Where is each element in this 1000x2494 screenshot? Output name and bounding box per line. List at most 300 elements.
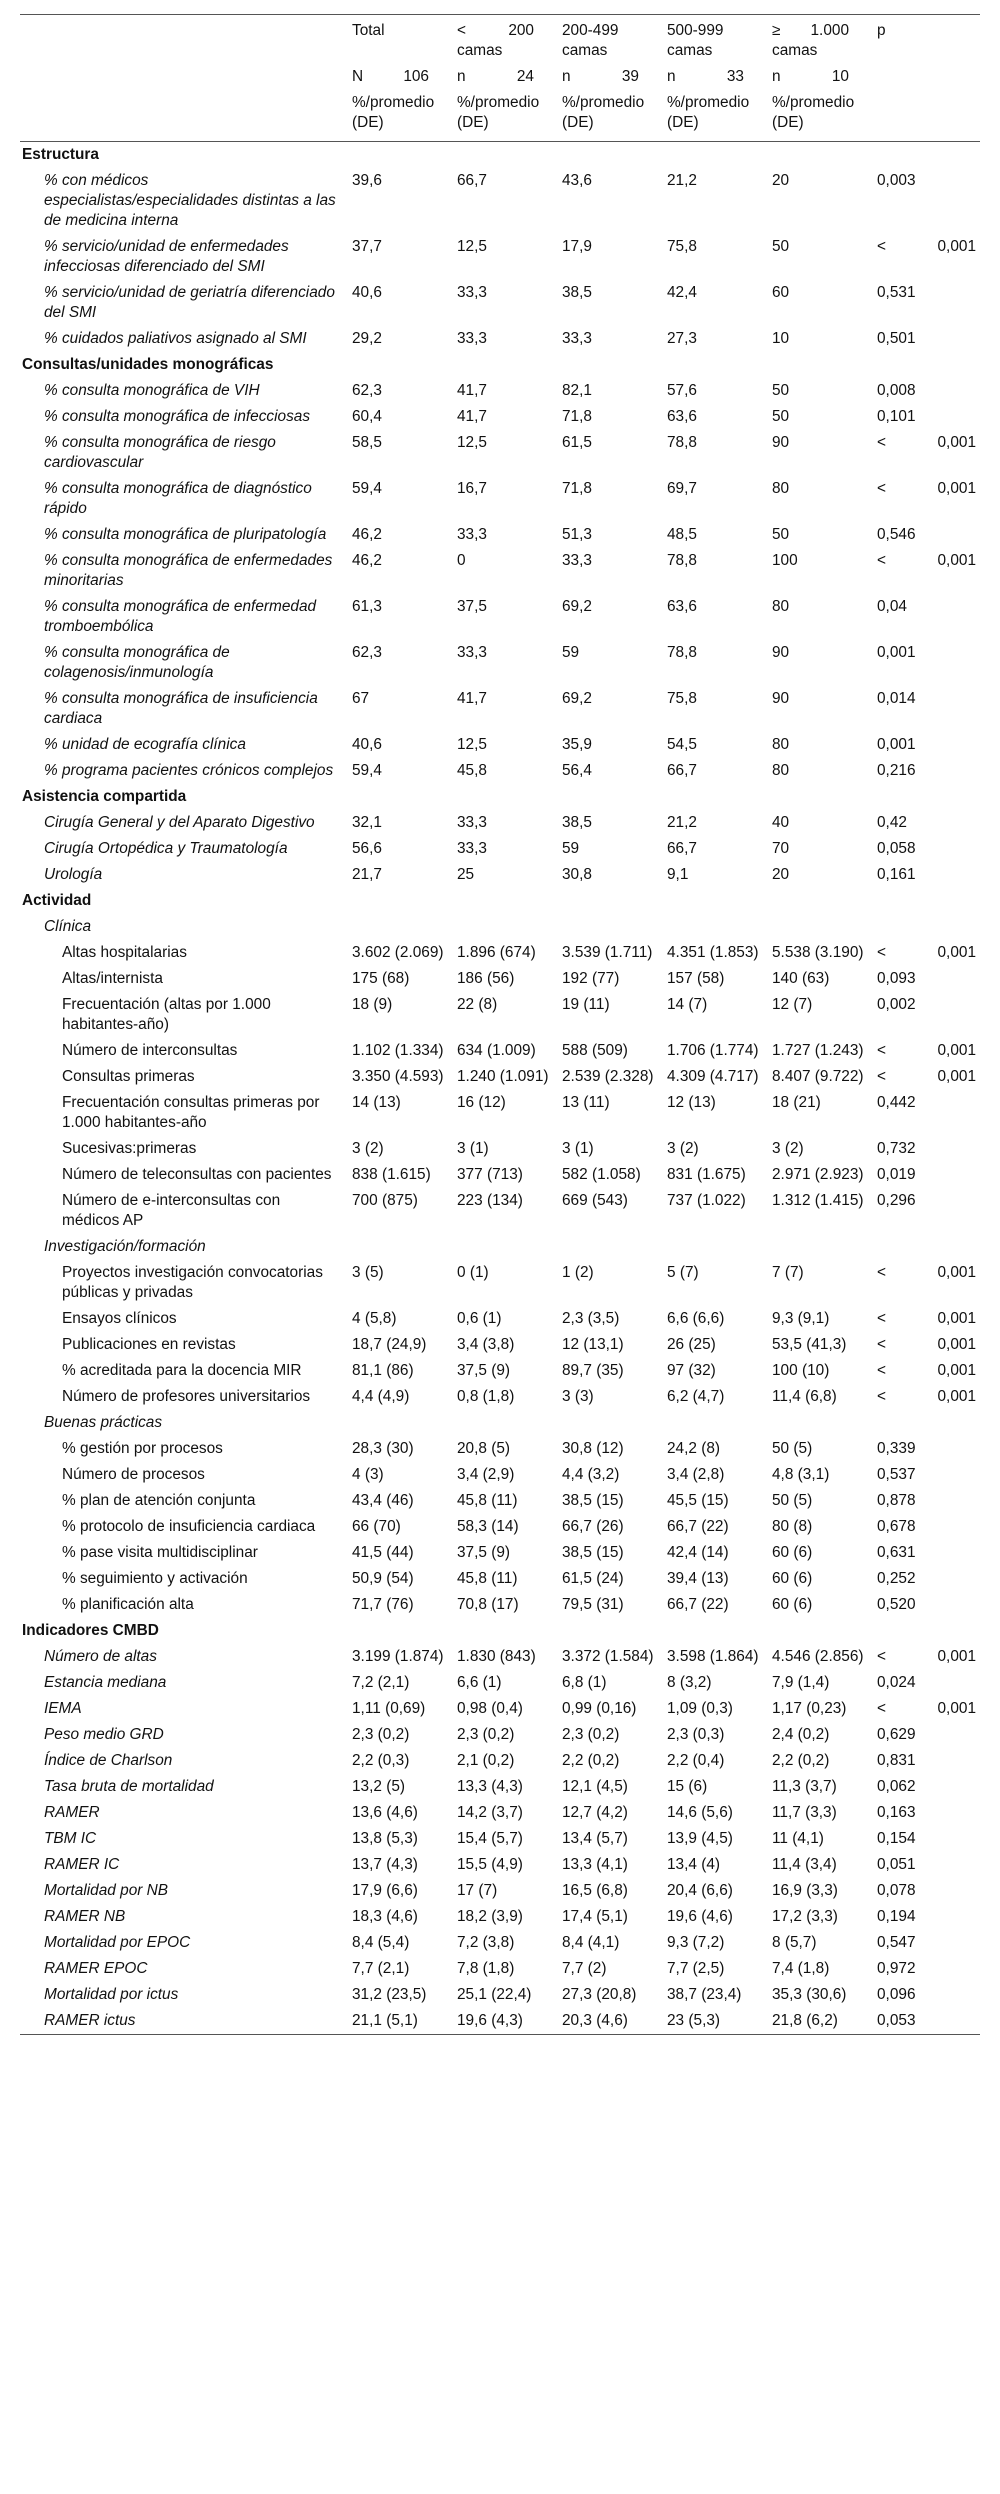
cell-total: 39,6 bbox=[352, 172, 382, 189]
n-value: 10 bbox=[831, 68, 849, 85]
cell-lt200: 58,3 (14) bbox=[457, 1518, 519, 1535]
n-label: n bbox=[772, 68, 781, 85]
row-label: Frecuentación consultas primeras por 1.000 habitantes-año bbox=[62, 1094, 320, 1131]
header-stat-lt200: %/promedio (DE) bbox=[455, 90, 560, 142]
cell-ge1000: 53,5 (41,3) bbox=[772, 1336, 847, 1353]
table-row bbox=[20, 1188, 980, 1234]
row-label: Número de e-interconsultas con médicos AP bbox=[62, 1192, 281, 1229]
cell-500-999 bbox=[665, 142, 770, 169]
cell-p-value: 0,096 bbox=[877, 1986, 916, 2003]
cell-p-value: 0,501 bbox=[877, 330, 916, 347]
cell-200-499: 69,2 bbox=[562, 690, 592, 707]
cell-total: 58,5 bbox=[352, 434, 382, 451]
cell-p-value: 0,631 bbox=[877, 1544, 916, 1561]
table-row bbox=[20, 1462, 980, 1488]
header-row-titles bbox=[20, 15, 980, 65]
cell-500-999: 57,6 bbox=[667, 382, 697, 399]
cell-lt200: 45,8 bbox=[457, 762, 487, 779]
header-stat-500-999: %/promedio (DE) bbox=[665, 90, 770, 142]
cell-lt200: 37,5 (9) bbox=[457, 1362, 511, 1379]
cell-p-value: 0,003 bbox=[877, 172, 916, 189]
row-label: % servicio/unidad de geriatría diferenciado del SMI bbox=[44, 284, 335, 321]
cell-p-value: 0,878 bbox=[877, 1492, 916, 1509]
cell-total bbox=[350, 914, 455, 940]
cell-total: 62,3 bbox=[352, 382, 382, 399]
cell-500-999: 3,4 (2,8) bbox=[667, 1466, 725, 1483]
cell-total: 13,8 (5,3) bbox=[352, 1830, 418, 1847]
header-row-stat bbox=[20, 90, 980, 142]
cell-500-999: 8 (3,2) bbox=[667, 1674, 712, 1691]
cell-total: 4,4 (4,9) bbox=[352, 1388, 410, 1405]
table-row bbox=[20, 1162, 980, 1188]
cell-p-value: 0,154 bbox=[877, 1830, 916, 1847]
cell-lt200: 33,3 bbox=[457, 330, 487, 347]
cell-p-value bbox=[875, 1618, 980, 1644]
row-label: RAMER EPOC bbox=[44, 1960, 148, 1977]
cell-ge1000: 70 bbox=[772, 840, 790, 857]
cell-p-value: 0,252 bbox=[877, 1570, 916, 1587]
cell-lt200 bbox=[455, 1234, 560, 1260]
cell-500-999 bbox=[665, 1234, 770, 1260]
cell-500-999: 63,6 bbox=[667, 598, 697, 615]
cell-lt200: 45,8 (11) bbox=[457, 1570, 518, 1587]
header-n-200-499 bbox=[560, 64, 665, 90]
cell-200-499 bbox=[560, 142, 665, 169]
cell-p-value: 0,442 bbox=[877, 1094, 916, 1111]
row-label: % consulta monográfica de diagnóstico rápido bbox=[44, 480, 312, 517]
table-row bbox=[20, 234, 980, 280]
cell-total: 62,3 bbox=[352, 644, 382, 661]
cell-p-value bbox=[875, 1410, 980, 1436]
row-label: RAMER ictus bbox=[20, 2008, 350, 2035]
cell-200-499: 61,5 (24) bbox=[562, 1570, 624, 1587]
header-n-ge1000 bbox=[770, 64, 875, 90]
cell-200-499: 38,5 (15) bbox=[562, 1544, 624, 1561]
cell-total: 3.199 (1.874) bbox=[352, 1648, 444, 1665]
p-value-number: 0,001 bbox=[937, 552, 976, 569]
cell-500-999 bbox=[665, 784, 770, 810]
cell-200-499: 82,1 bbox=[562, 382, 592, 399]
cell-lt200: 2,1 (0,2) bbox=[457, 1752, 515, 1769]
cell-total: 1,11 (0,69) bbox=[352, 1700, 426, 1717]
cell-lt200: 16 (12) bbox=[457, 1094, 506, 1111]
cell-ge1000: 7,9 (1,4) bbox=[772, 1674, 830, 1691]
row-label: Cirugía General y del Aparato Digestivo bbox=[44, 814, 315, 831]
cell-p-value bbox=[875, 548, 980, 594]
cell-p-value bbox=[875, 914, 980, 940]
cell-p-value: 0,053 bbox=[875, 2008, 980, 2035]
row-label: % seguimiento y activación bbox=[62, 1570, 248, 1587]
cell-500-999 bbox=[665, 1410, 770, 1436]
cell-ge1000: 8 (5,7) bbox=[772, 1934, 817, 1951]
cell-p-value bbox=[875, 1260, 980, 1306]
section-heading: Actividad bbox=[22, 892, 92, 909]
cell-lt200 bbox=[455, 142, 560, 169]
cell-ge1000: 90 bbox=[772, 644, 790, 661]
table-row bbox=[20, 1904, 980, 1930]
cell-total: 41,5 (44) bbox=[352, 1544, 414, 1561]
header-stat-ge1000: %/promedio (DE) bbox=[770, 90, 875, 142]
table-row bbox=[20, 1826, 980, 1852]
table-row bbox=[20, 2008, 980, 2035]
cell-200-499: 69,2 bbox=[562, 598, 592, 615]
p-value-number: 0,001 bbox=[937, 1068, 976, 1085]
cell-500-999: 21,2 bbox=[667, 172, 697, 189]
cell-p-value bbox=[875, 1064, 980, 1090]
row-label: RAMER IC bbox=[44, 1856, 120, 1873]
cell-ge1000: 80 bbox=[772, 736, 790, 753]
table-row bbox=[20, 1566, 980, 1592]
cell-ge1000 bbox=[770, 888, 875, 914]
cell-200-499: 43,6 bbox=[562, 172, 592, 189]
row-label: % cuidados paliativos asignado al SMI bbox=[44, 330, 307, 347]
cell-ge1000: 16,9 (3,3) bbox=[772, 1882, 838, 1899]
cell-lt200 bbox=[455, 1410, 560, 1436]
cell-p-value: 0,058 bbox=[877, 840, 916, 857]
subsection-heading: Buenas prácticas bbox=[44, 1414, 163, 1431]
p-less-than-symbol: < bbox=[877, 1700, 886, 1717]
cell-ge1000: 21,8 (6,2) bbox=[770, 2008, 875, 2035]
cell-p-value bbox=[875, 1384, 980, 1410]
table-row bbox=[20, 430, 980, 476]
cell-200-499 bbox=[560, 1234, 665, 1260]
row-label: % unidad de ecografía clínica bbox=[44, 736, 246, 753]
table-row bbox=[20, 1038, 980, 1064]
cell-200-499: 13,4 (5,7) bbox=[562, 1830, 628, 1847]
cell-500-999: 97 (32) bbox=[667, 1362, 716, 1379]
cell-p-value: 0,024 bbox=[877, 1674, 916, 1691]
cell-500-999: 78,8 bbox=[667, 434, 697, 451]
table-row bbox=[20, 1358, 980, 1384]
p-value-number: 0,001 bbox=[937, 1336, 976, 1353]
p-value-number: 0,001 bbox=[937, 434, 976, 451]
cell-200-499 bbox=[560, 914, 665, 940]
cell-total: 71,7 (76) bbox=[352, 1596, 414, 1613]
section-heading: Asistencia compartida bbox=[22, 788, 187, 805]
p-less-than-symbol: < bbox=[877, 1310, 886, 1327]
cell-total: 4 (5,8) bbox=[352, 1310, 397, 1327]
cell-ge1000: 11,4 (3,4) bbox=[772, 1856, 837, 1873]
cell-ge1000: 50 bbox=[772, 238, 790, 255]
table-header bbox=[20, 15, 980, 142]
section-row bbox=[20, 1618, 980, 1644]
cell-ge1000: 9,3 (9,1) bbox=[772, 1310, 830, 1327]
cell-lt200: 0 (1) bbox=[457, 1264, 489, 1281]
cell-500-999: 19,6 (4,6) bbox=[667, 1908, 733, 1925]
row-label: % pase visita multidisciplinar bbox=[62, 1544, 258, 1561]
cell-p-value: 0,101 bbox=[877, 408, 916, 425]
cell-lt200: 12,5 bbox=[457, 434, 487, 451]
cell-p-value: 0,161 bbox=[877, 866, 916, 883]
cell-p-value: 0,062 bbox=[877, 1778, 916, 1795]
cell-ge1000: 1.727 (1.243) bbox=[772, 1042, 864, 1059]
row-label: % consulta monográfica de riesgo cardiovascular bbox=[44, 434, 276, 471]
cell-ge1000: 12 (7) bbox=[772, 996, 813, 1013]
cell-total: 67 bbox=[352, 690, 370, 707]
cell-lt200: 1.830 (843) bbox=[457, 1648, 536, 1665]
cell-p-value: 0,42 bbox=[877, 814, 907, 831]
cell-lt200: 13,3 (4,3) bbox=[457, 1778, 523, 1795]
table-row bbox=[20, 1982, 980, 2008]
cell-p-value bbox=[875, 142, 980, 169]
cell-total: 1.102 (1.334) bbox=[352, 1042, 444, 1059]
table-row bbox=[20, 404, 980, 430]
cell-ge1000: 4.546 (2.856) bbox=[772, 1648, 864, 1665]
header-lt200-symbol: < bbox=[457, 22, 466, 39]
cell-total: 46,2 bbox=[352, 526, 382, 543]
row-label: % consulta monográfica de VIH bbox=[44, 382, 260, 399]
cell-total: 43,4 (46) bbox=[352, 1492, 414, 1509]
cell-lt200: 3 (1) bbox=[457, 1140, 489, 1157]
cell-200-499: 27,3 (20,8) bbox=[562, 1986, 637, 2003]
cell-200-499: 61,5 bbox=[562, 434, 592, 451]
row-label: Estancia mediana bbox=[44, 1674, 167, 1691]
cell-ge1000: 18 (21) bbox=[772, 1094, 821, 1111]
cell-200-499: 33,3 bbox=[562, 552, 592, 569]
cell-p-value: 0,629 bbox=[877, 1726, 916, 1743]
cell-total: 21,7 bbox=[352, 866, 382, 883]
cell-p-value bbox=[875, 352, 980, 378]
cell-ge1000 bbox=[770, 784, 875, 810]
cell-p-value bbox=[875, 1038, 980, 1064]
cell-ge1000 bbox=[770, 1618, 875, 1644]
header-ge1000-symbol: ≥ bbox=[772, 22, 781, 39]
p-less-than-symbol: < bbox=[877, 944, 886, 961]
cell-total: 17,9 (6,6) bbox=[352, 1882, 418, 1899]
table-row bbox=[20, 1878, 980, 1904]
cell-500-999: 24,2 (8) bbox=[667, 1440, 721, 1457]
table-row bbox=[20, 1488, 980, 1514]
cell-total: 3 (5) bbox=[352, 1264, 384, 1281]
p-less-than-symbol: < bbox=[877, 1388, 886, 1405]
table-row bbox=[20, 1090, 980, 1136]
n-label: N bbox=[352, 68, 364, 85]
cell-ge1000: 80 (8) bbox=[772, 1518, 813, 1535]
section-heading: Indicadores CMBD bbox=[22, 1622, 159, 1639]
cell-ge1000 bbox=[770, 1234, 875, 1260]
cell-500-999: 1,09 (0,3) bbox=[667, 1700, 733, 1717]
row-label: % plan de atención conjunta bbox=[62, 1492, 256, 1509]
table-row bbox=[20, 810, 980, 836]
cell-total: 56,6 bbox=[352, 840, 382, 857]
cell-500-999 bbox=[665, 1618, 770, 1644]
table-row bbox=[20, 1852, 980, 1878]
cell-ge1000: 10 bbox=[772, 330, 790, 347]
cell-total: 50,9 (54) bbox=[352, 1570, 414, 1587]
header-n-total bbox=[350, 64, 455, 90]
cell-lt200: 41,7 bbox=[457, 382, 487, 399]
cell-200-499 bbox=[560, 888, 665, 914]
cell-ge1000: 60 (6) bbox=[772, 1544, 813, 1561]
cell-total: 18 (9) bbox=[352, 996, 393, 1013]
row-label: Consultas primeras bbox=[62, 1068, 195, 1085]
cell-total: 60,4 bbox=[352, 408, 382, 425]
cell-200-499: 3 (3) bbox=[562, 1388, 594, 1405]
cell-ge1000: 20 bbox=[772, 866, 790, 883]
cell-200-499: 3.539 (1.711) bbox=[562, 944, 653, 961]
cell-lt200: 20,8 (5) bbox=[457, 1440, 511, 1457]
cell-200-499 bbox=[560, 784, 665, 810]
cell-500-999 bbox=[665, 888, 770, 914]
cell-200-499: 35,9 bbox=[562, 736, 592, 753]
row-label: RAMER NB bbox=[44, 1908, 126, 1925]
cell-ge1000: 90 bbox=[772, 434, 790, 451]
cell-total: 28,3 (30) bbox=[352, 1440, 414, 1457]
table-row bbox=[20, 862, 980, 888]
cell-total: 175 (68) bbox=[352, 970, 410, 987]
cell-lt200: 377 (713) bbox=[457, 1166, 523, 1183]
cell-500-999: 42,4 (14) bbox=[667, 1544, 729, 1561]
cell-p-value bbox=[875, 1234, 980, 1260]
cell-lt200: 33,3 bbox=[457, 644, 487, 661]
cell-ge1000: 60 (6) bbox=[772, 1570, 813, 1587]
cell-200-499: 71,8 bbox=[562, 480, 592, 497]
cell-500-999 bbox=[665, 352, 770, 378]
section-row bbox=[20, 142, 980, 169]
cell-200-499: 8,4 (4,1) bbox=[562, 1934, 620, 1951]
row-label: Peso medio GRD bbox=[44, 1726, 164, 1743]
cell-500-999: 78,8 bbox=[667, 644, 697, 661]
cell-200-499 bbox=[560, 1410, 665, 1436]
cell-lt200: 18,2 (3,9) bbox=[457, 1908, 523, 1925]
table-body bbox=[20, 142, 980, 2035]
cell-ge1000: 8.407 (9.722) bbox=[772, 1068, 864, 1085]
p-less-than-symbol: < bbox=[877, 1068, 886, 1085]
table-row bbox=[20, 1260, 980, 1306]
cell-total: 700 (875) bbox=[352, 1192, 418, 1209]
row-label: % consulta monográfica de pluripatología bbox=[44, 526, 327, 543]
p-value-number: 0,001 bbox=[937, 1264, 976, 1281]
cell-lt200: 17 (7) bbox=[457, 1882, 498, 1899]
header-lt200 bbox=[455, 15, 560, 65]
row-label: Altas/internista bbox=[62, 970, 163, 987]
cell-total bbox=[350, 888, 455, 914]
cell-lt200 bbox=[455, 1618, 560, 1644]
row-label: % gestión por procesos bbox=[62, 1440, 223, 1457]
cell-ge1000: 60 (6) bbox=[772, 1596, 813, 1613]
section-row bbox=[20, 888, 980, 914]
cell-p-value: 0,831 bbox=[877, 1752, 916, 1769]
table-row bbox=[20, 476, 980, 522]
p-value-number: 0,001 bbox=[937, 1388, 976, 1405]
cell-ge1000: 50 (5) bbox=[772, 1492, 813, 1509]
cell-500-999: 2,3 (0,3) bbox=[667, 1726, 725, 1743]
cell-total: 2,2 (0,3) bbox=[352, 1752, 410, 1769]
cell-p-value bbox=[875, 476, 980, 522]
cell-500-999: 21,2 bbox=[667, 814, 697, 831]
cell-p-value bbox=[875, 1358, 980, 1384]
table-row bbox=[20, 1136, 980, 1162]
table-row bbox=[20, 280, 980, 326]
table-row bbox=[20, 966, 980, 992]
p-less-than-symbol: < bbox=[877, 552, 886, 569]
cell-200-499: 4,4 (3,2) bbox=[562, 1466, 620, 1483]
cell-500-999: 38,7 (23,4) bbox=[667, 1986, 742, 2003]
cell-500-999: 9,3 (7,2) bbox=[667, 1934, 725, 1951]
n-value: 24 bbox=[516, 68, 534, 85]
header-row-n bbox=[20, 64, 980, 90]
cell-lt200: 25 bbox=[457, 866, 475, 883]
cell-lt200: 25,1 (22,4) bbox=[457, 1986, 532, 2003]
table-row bbox=[20, 732, 980, 758]
cell-lt200: 3,4 (2,9) bbox=[457, 1466, 515, 1483]
data-table bbox=[20, 14, 980, 2035]
cell-p-value bbox=[875, 1306, 980, 1332]
cell-500-999: 45,5 (15) bbox=[667, 1492, 729, 1509]
table-row bbox=[20, 1956, 980, 1982]
cell-p-value: 0,163 bbox=[877, 1804, 916, 1821]
row-label: Número de altas bbox=[44, 1648, 157, 1665]
cell-p-value: 0,339 bbox=[877, 1440, 916, 1457]
cell-200-499: 56,4 bbox=[562, 762, 592, 779]
cell-total: 838 (1.615) bbox=[352, 1166, 431, 1183]
cell-p-value bbox=[875, 784, 980, 810]
cell-lt200: 15,4 (5,7) bbox=[457, 1830, 523, 1847]
cell-lt200: 66,7 bbox=[457, 172, 487, 189]
cell-p-value: 0,04 bbox=[877, 598, 907, 615]
cell-ge1000: 100 bbox=[772, 552, 798, 569]
cell-200-499: 30,8 bbox=[562, 866, 592, 883]
cell-total: 66 (70) bbox=[352, 1518, 401, 1535]
row-label: Publicaciones en revistas bbox=[62, 1336, 236, 1353]
row-label: % con médicos especialistas/especialidades distintas a las de medicina interna bbox=[44, 172, 336, 229]
cell-lt200: 12,5 bbox=[457, 736, 487, 753]
cell-lt200: 33,3 bbox=[457, 284, 487, 301]
cell-total: 59,4 bbox=[352, 480, 382, 497]
cell-200-499: 2,2 (0,2) bbox=[562, 1752, 620, 1769]
cell-200-499: 13 (11) bbox=[562, 1094, 610, 1111]
cell-p-value: 0,019 bbox=[877, 1166, 916, 1183]
cell-500-999: 157 (58) bbox=[667, 970, 725, 987]
cell-ge1000 bbox=[770, 914, 875, 940]
cell-p-value: 0,051 bbox=[877, 1856, 916, 1873]
section-row bbox=[20, 352, 980, 378]
cell-total: 32,1 bbox=[352, 814, 382, 831]
p-value-number: 0,001 bbox=[937, 1648, 976, 1665]
cell-lt200: 1.896 (674) bbox=[457, 944, 536, 961]
row-label: Número de interconsultas bbox=[62, 1042, 238, 1059]
cell-200-499: 59 bbox=[562, 644, 580, 661]
cell-lt200: 2,3 (0,2) bbox=[457, 1726, 515, 1743]
header-n-lt200 bbox=[455, 64, 560, 90]
cell-lt200: 0,6 (1) bbox=[457, 1310, 502, 1327]
cell-ge1000: 140 (63) bbox=[772, 970, 830, 987]
cell-200-499: 192 (77) bbox=[562, 970, 620, 987]
cell-p-value: 0,014 bbox=[877, 690, 916, 707]
cell-total: 61,3 bbox=[352, 598, 382, 615]
cell-p-value: 0,531 bbox=[877, 284, 916, 301]
table-row bbox=[20, 686, 980, 732]
p-less-than-symbol: < bbox=[877, 238, 886, 255]
cell-ge1000: 11,4 (6,8) bbox=[772, 1388, 837, 1405]
cell-200-499: 79,5 (31) bbox=[562, 1596, 624, 1613]
table-row bbox=[20, 1592, 980, 1618]
p-less-than-symbol: < bbox=[877, 1336, 886, 1353]
p-less-than-symbol: < bbox=[877, 480, 886, 497]
table-row bbox=[20, 522, 980, 548]
table-row bbox=[20, 1436, 980, 1462]
p-less-than-symbol: < bbox=[877, 1264, 886, 1281]
table-row bbox=[20, 168, 980, 234]
cell-ge1000: 40 bbox=[772, 814, 790, 831]
cell-lt200: 7,2 (3,8) bbox=[457, 1934, 515, 1951]
cell-lt200 bbox=[455, 784, 560, 810]
cell-500-999: 15 (6) bbox=[667, 1778, 708, 1795]
cell-total: 18,3 (4,6) bbox=[352, 1908, 418, 1925]
header-p: p bbox=[875, 15, 980, 65]
table-row bbox=[20, 548, 980, 594]
cell-lt200: 22 (8) bbox=[457, 996, 498, 1013]
